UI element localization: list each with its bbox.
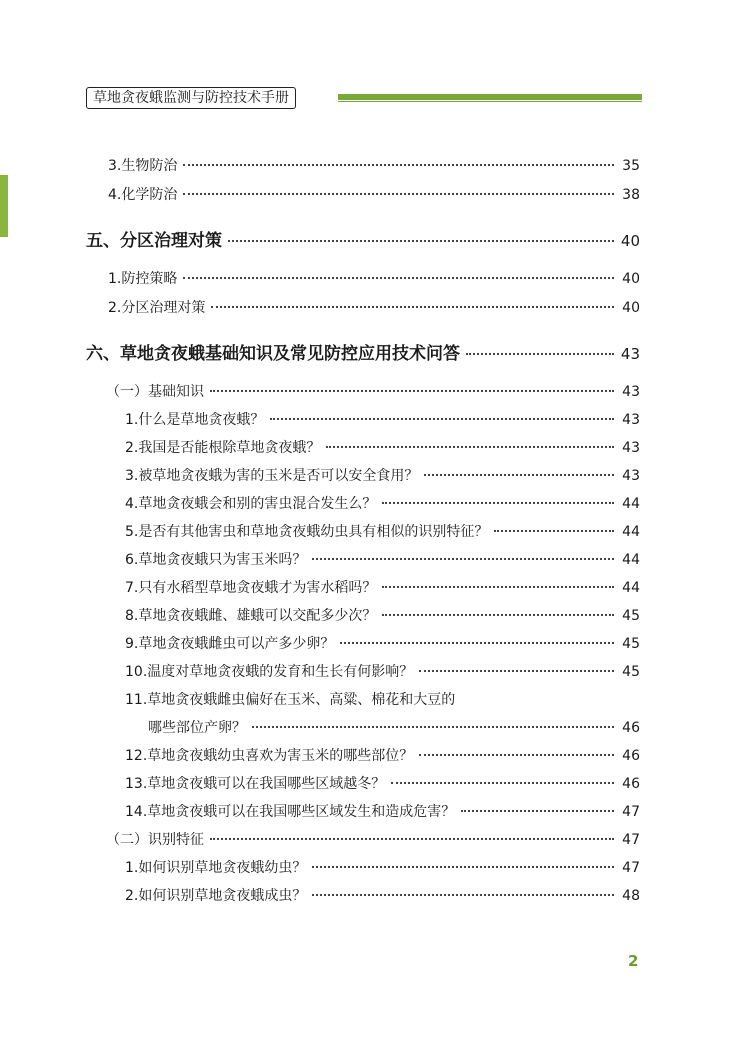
toc-section xyxy=(86,226,640,251)
leader-dots xyxy=(340,642,614,644)
toc-entry xyxy=(125,633,640,653)
toc-entry-title: 8.草地贪夜蛾雌、雄蛾可以交配多少次？ xyxy=(125,608,377,624)
toc-entry xyxy=(125,745,640,765)
toc-entry xyxy=(125,605,640,625)
leader-dots xyxy=(382,502,614,504)
book-title: 草地贪夜蛾监测与防控技术手册 xyxy=(86,87,296,109)
toc-entry-title: 13.草地贪夜蛾可以在我国哪些区域越冬？ xyxy=(125,776,386,792)
toc-section xyxy=(86,339,640,364)
toc-entry-page: 35 xyxy=(622,158,640,174)
toc-entry xyxy=(108,184,640,204)
leader-dots xyxy=(252,726,614,728)
leader-dots xyxy=(382,586,614,588)
toc-entry xyxy=(148,717,640,737)
toc-entry-page: 47 xyxy=(622,860,640,876)
leader-dots xyxy=(228,240,614,242)
toc-entry xyxy=(125,885,640,905)
toc-entry xyxy=(125,493,640,513)
toc-entry xyxy=(125,577,640,597)
toc-entry-title: 6.草地贪夜蛾只为害玉米吗？ xyxy=(125,552,307,568)
leader-dots xyxy=(312,894,614,896)
header-rule-thin xyxy=(338,101,642,102)
leader-dots xyxy=(210,838,614,840)
toc-entry-page: 38 xyxy=(622,187,640,203)
toc-entry-page: 46 xyxy=(622,720,640,736)
leader-dots xyxy=(211,306,614,308)
toc-entry xyxy=(125,857,640,877)
toc-entry-page: 45 xyxy=(622,636,640,652)
leader-dots xyxy=(312,866,614,868)
leader-dots xyxy=(461,810,614,812)
toc-entry-page: 44 xyxy=(622,496,640,512)
toc-subsection-page: 47 xyxy=(622,832,640,848)
leader-dots xyxy=(391,782,614,784)
leader-dots xyxy=(424,474,614,476)
toc-entry xyxy=(125,409,640,429)
toc-subsection-title: （二）识别特征 xyxy=(106,832,204,848)
toc-entry xyxy=(125,465,640,485)
leader-dots xyxy=(419,754,614,756)
toc-section-title: 六、草地贪夜蛾基础知识及常见防控应用技术问答 xyxy=(86,344,460,364)
toc-subsection xyxy=(106,381,640,401)
toc-entry xyxy=(125,801,640,821)
toc-entry-title: 5.是否有其他害虫和草地贪夜蛾幼虫具有相似的识别特征？ xyxy=(125,524,489,540)
toc-entry-page: 45 xyxy=(622,664,640,680)
toc-entry-page: 44 xyxy=(622,552,640,568)
toc-entry-page: 47 xyxy=(622,804,640,820)
leader-dots xyxy=(183,164,614,166)
toc-entry-title: 4.化学防治 xyxy=(108,187,178,203)
toc-entry-title: 1.如何识别草地贪夜蛾幼虫？ xyxy=(125,860,307,876)
toc-entry-title: 4.草地贪夜蛾会和别的害虫混合发生么？ xyxy=(125,496,377,512)
toc-entry-page: 40 xyxy=(622,300,640,316)
toc-entry xyxy=(108,297,640,317)
edge-color-tab xyxy=(0,175,8,237)
toc-subsection xyxy=(106,829,640,849)
leader-dots xyxy=(183,193,614,195)
toc-entry-page: 43 xyxy=(622,468,640,484)
toc-entry-page: 43 xyxy=(622,440,640,456)
toc-entry-title: 3.生物防治 xyxy=(108,158,178,174)
toc-entry-title-line1: 11.草地贪夜蛾雌虫偏好在玉米、高粱、棉花和大豆的 xyxy=(125,692,456,708)
toc-entry xyxy=(125,549,640,569)
leader-dots xyxy=(270,418,614,420)
toc-entry xyxy=(108,155,640,175)
toc-entry xyxy=(108,268,640,288)
toc-entry-title: 2.如何识别草地贪夜蛾成虫？ xyxy=(125,888,307,904)
toc-entry-page: 44 xyxy=(622,580,640,596)
toc-entry-title: 14.草地贪夜蛾可以在我国哪些区域发生和造成危害？ xyxy=(125,804,456,820)
toc-subsection-title: （一）基础知识 xyxy=(106,384,204,400)
toc-entry xyxy=(125,773,640,793)
leader-dots xyxy=(183,277,614,279)
toc-entry-page: 46 xyxy=(622,776,640,792)
toc-section-page: 43 xyxy=(620,345,640,363)
toc-entry-title: 2.分区治理对策 xyxy=(108,300,206,316)
toc-entry-page: 43 xyxy=(622,412,640,428)
toc-entry-title: 12.草地贪夜蛾幼虫喜欢为害玉米的哪些部位？ xyxy=(125,748,414,764)
toc-entry-title: 3.被草地贪夜蛾为害的玉米是否可以安全食用？ xyxy=(125,468,419,484)
toc-entry-page: 44 xyxy=(622,524,640,540)
leader-dots xyxy=(326,446,614,448)
toc-entry-title: 7.只有水稻型草地贪夜蛾才为害水稻吗？ xyxy=(125,580,377,596)
toc-entry-title: 2.我国是否能根除草地贪夜蛾？ xyxy=(125,440,321,456)
toc-subsection-page: 43 xyxy=(622,384,640,400)
toc-entry xyxy=(125,437,640,457)
toc-section-title: 五、分区治理对策 xyxy=(86,231,222,251)
page-number: 2 xyxy=(628,952,639,970)
toc-entry-page: 45 xyxy=(622,608,640,624)
running-header xyxy=(86,87,642,109)
leader-dots xyxy=(312,558,614,560)
toc-entry-title: 1.什么是草地贪夜蛾？ xyxy=(125,412,265,428)
toc-entry-title: 10.温度对草地贪夜蛾的发育和生长有何影响？ xyxy=(125,664,414,680)
leader-dots xyxy=(466,353,614,355)
leader-dots xyxy=(494,530,614,532)
toc-entry-page: 48 xyxy=(622,888,640,904)
toc-entry-page: 46 xyxy=(622,748,640,764)
toc-entry xyxy=(125,521,640,541)
toc-section-page: 40 xyxy=(620,232,640,250)
leader-dots xyxy=(382,614,614,616)
leader-dots xyxy=(210,390,614,392)
toc-entry xyxy=(125,661,640,681)
header-rule xyxy=(338,94,642,100)
toc-entry-title: 9.草地贪夜蛾雌虫可以产多少卵？ xyxy=(125,636,335,652)
toc-entry-page: 40 xyxy=(622,271,640,287)
toc-entry-title-line2: 哪些部位产卵？ xyxy=(148,720,246,736)
toc-entry-title: 1.防控策略 xyxy=(108,271,178,287)
leader-dots xyxy=(419,670,614,672)
